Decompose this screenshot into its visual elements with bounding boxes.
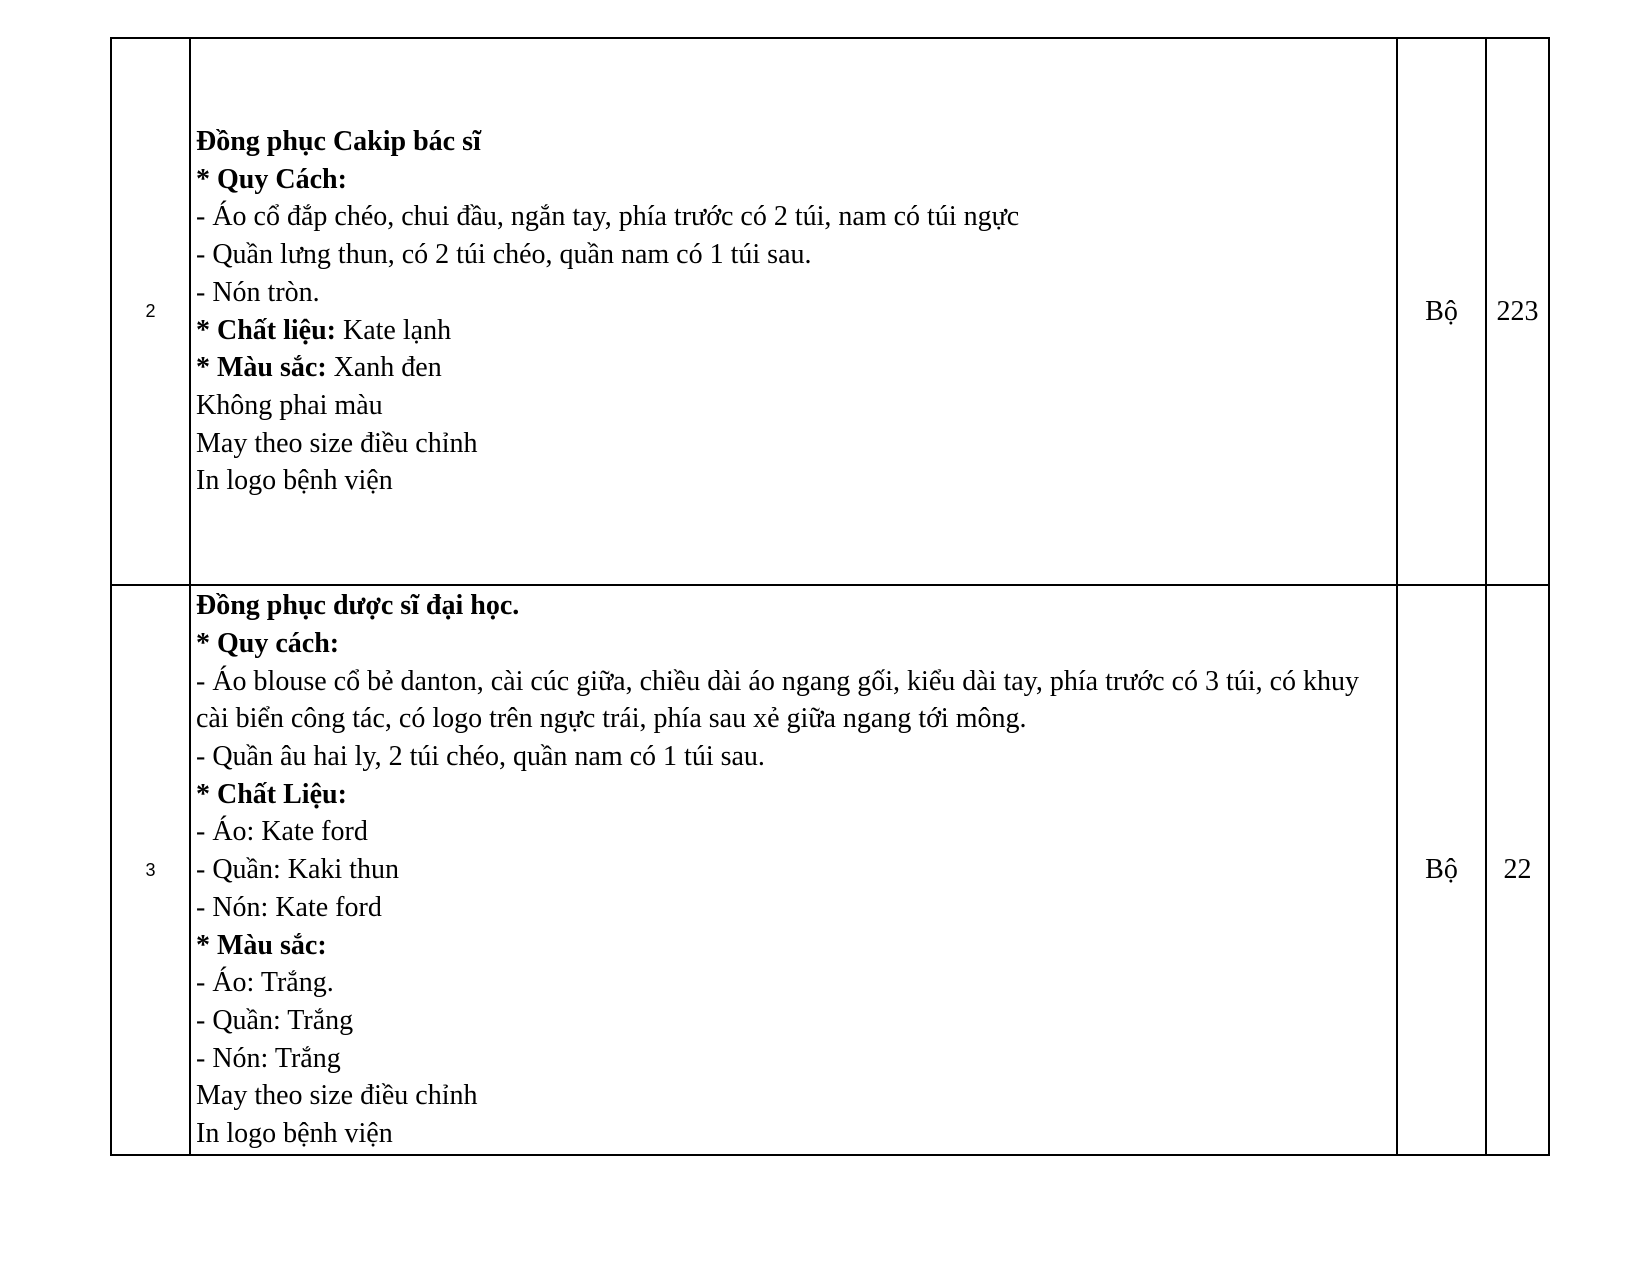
color-line: - Quần: Trắng [196, 1004, 354, 1036]
material-label: * Chất Liệu: [196, 778, 347, 810]
material-line [196, 312, 1388, 350]
material-label: * Chất liệu: [196, 314, 336, 346]
unit-cell: Bộ [1397, 585, 1486, 1155]
color-line: - Áo: Trắng. [196, 967, 334, 999]
color-label: * Màu sắc: [196, 352, 327, 384]
spec-heading: * Quy cách: [196, 627, 340, 659]
item-title: Đồng phục dược sĩ đại học. [196, 590, 520, 622]
row-number: 3 [111, 585, 190, 1155]
color-label: * Màu sắc: [196, 929, 327, 961]
material-line: - Quần: Kaki thun [196, 854, 399, 886]
item-description [190, 585, 1397, 1155]
material-line: - Áo: Kate ford [196, 816, 368, 848]
color-line: - Nón: Trắng [196, 1042, 341, 1074]
item-description [190, 38, 1397, 585]
spec-heading: * Quy Cách: [196, 163, 347, 195]
note-line: In logo bệnh viện [196, 465, 393, 497]
spec-line: - Quần lưng thun, có 2 túi chéo, quần nam có 1 túi sau. [196, 239, 812, 271]
table-row [111, 585, 1549, 1155]
spec-line: - Áo blouse cổ bẻ danton, cài cúc giữa, chiều dài áo ngang gối, kiểu dài tay, phía trước có 3 túi, có khuy cài biển công tác, có logo trên ngực trái, phía sau xẻ giữa ngang tới mông. [196, 665, 1359, 735]
uniform-spec-table [110, 37, 1550, 1156]
material-line: - Nón: Kate ford [196, 891, 382, 923]
material-value: Kate lạnh [336, 314, 452, 346]
color-value: Xanh đen [326, 352, 442, 384]
item-title: Đồng phục Cakip bác sĩ [196, 125, 481, 157]
spec-line: - Nón tròn. [196, 276, 320, 308]
row-number: 2 [111, 38, 190, 585]
quantity-cell: 22 [1486, 585, 1549, 1155]
spec-line: - Áo cổ đắp chéo, chui đầu, ngắn tay, phía trước có 2 túi, nam có túi ngực [196, 201, 1020, 233]
table-row [111, 38, 1549, 585]
note-line: May theo size điều chỉnh [196, 1080, 478, 1112]
quantity-cell: 223 [1486, 38, 1549, 585]
note-line: May theo size điều chỉnh [196, 427, 478, 459]
spec-line: - Quần âu hai ly, 2 túi chéo, quần nam có 1 túi sau. [196, 741, 765, 773]
note-line: Không phai màu [196, 389, 383, 421]
color-line [196, 349, 1388, 387]
unit-cell: Bộ [1397, 38, 1486, 585]
note-line: In logo bệnh viện [196, 1118, 393, 1150]
